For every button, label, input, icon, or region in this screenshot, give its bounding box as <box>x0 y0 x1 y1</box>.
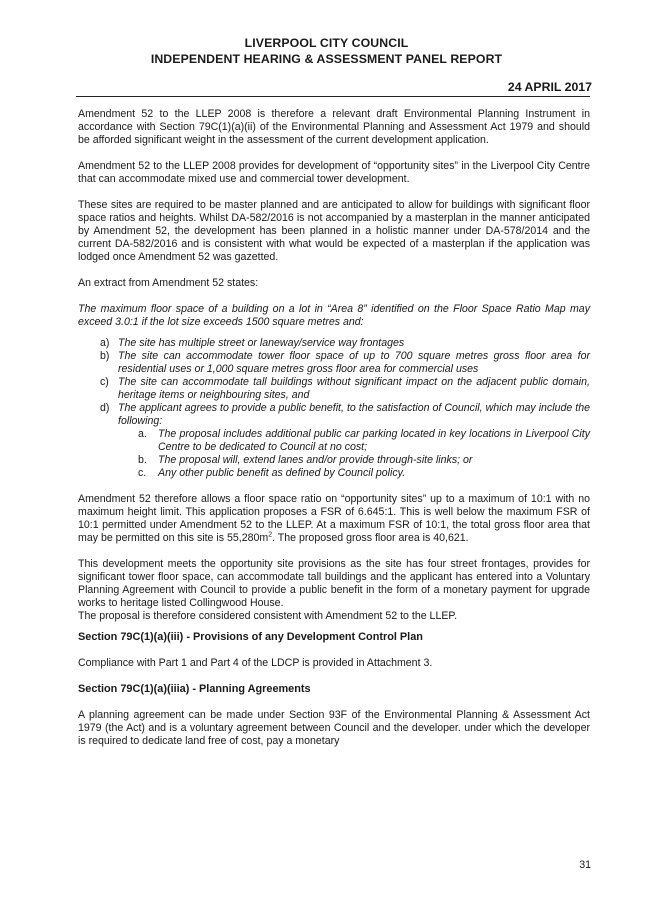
list-marker: a) <box>100 337 110 349</box>
report-body <box>78 108 590 748</box>
paragraph: This development meets the opportunity site provisions as the site has four street frontages, provides for significant tower floor space, can accommodate tall buildings and the applicant has entered into a Voluntary Planning Agreement with Council to provide a public benefit in the form of a monetary payment for upgrade works to heritage listed Collingwood House. <box>78 558 590 609</box>
sub-list-item <box>78 454 590 467</box>
report-date: 24 APRIL 2017 <box>507 80 592 94</box>
list-marker: c. <box>138 467 147 479</box>
paragraph <box>78 493 590 545</box>
list-item-text: The proposal includes additional public car parking located in key locations in Liverpool City Centre to be dedicated to Council at no cost; <box>158 428 590 453</box>
paragraph-text: . The proposed gross floor area is 40,621. <box>272 532 469 544</box>
list-marker: b. <box>138 454 147 466</box>
section-heading: Section 79C(1)(a)(iiia) - Planning Agreements <box>78 683 311 695</box>
list-item-text: The applicant agrees to provide a public benefit, to the satisfaction of Council, which may include the following: <box>118 402 590 427</box>
list-item-text: The proposal will, extend lanes and/or provide through-site links; or <box>158 454 473 466</box>
paragraph: Compliance with Part 1 and Part 4 of the LDCP is provided in Attachment 3. <box>78 657 433 669</box>
list-item-text: The site can accommodate tall buildings without significant impact on the adjacent public domain, heritage items or neighbouring sites, and <box>118 376 590 401</box>
paragraph: Amendment 52 to the LLEP 2008 is therefore a relevant draft Environmental Planning Instrument in accordance with Section 79C(1)(a)(ii) of the Environmental Planning and Assessment Act 1979 and should be afforded significant weight in the assessment of the current development application. <box>78 108 590 146</box>
list-marker: b) <box>100 350 110 362</box>
page-number: 31 <box>579 859 591 871</box>
report-title: INDEPENDENT HEARING & ASSESSMENT PANEL REPORT <box>150 52 503 66</box>
list-marker: d) <box>100 402 110 414</box>
paragraph: Amendment 52 to the LLEP 2008 provides for development of “opportunity sites” in the Liverpool City Centre that can accommodate mixed use and commercial tower development. <box>78 160 590 185</box>
header-rule <box>76 96 590 97</box>
section-heading: Section 79C(1)(a)(iii) - Provisions of any Development Control Plan <box>78 631 423 643</box>
list-item <box>78 402 590 428</box>
quoted-clause: The maximum floor space of a building on a lot in “Area 8” identified on the Floor Space Ratio Map may exceed 3.0:1 if the lot size exceeds 1500 square metres and: <box>78 303 590 328</box>
list-marker: a. <box>138 428 147 440</box>
paragraph: The proposal is therefore considered consistent with Amendment 52 to the LLEP. <box>78 610 458 622</box>
criteria-list <box>78 337 590 480</box>
paragraph-text: Amendment 52 therefore allows a floor space ratio on “opportunity sites” up to a maximum of 10:1 with no maximum height limit. This application proposes a FSR of 6.645:1. This is well below the maximum FSR of 10:1 permitted under Amendment 52 to the LLEP. At a maximum FSR of 10:1, the total gross floor area that may be permitted on this site is 55,280m <box>78 493 590 544</box>
list-item <box>78 376 590 402</box>
list-item-text: Any other public benefit as defined by Council policy. <box>158 467 406 479</box>
sub-list-item <box>78 467 590 480</box>
council-name: LIVERPOOL CITY COUNCIL <box>244 36 409 50</box>
sub-list-item <box>78 428 590 454</box>
paragraph: A planning agreement can be made under Section 93F of the Environmental Planning & Assessment Act 1979 (the Act) and is a voluntary agreement between Council and the developer. under which the developer is required to dedicate land free of cost, pay a monetary <box>78 709 590 747</box>
list-item-text: The site has multiple street or laneway/service way frontages <box>118 337 405 349</box>
superscript: 2 <box>268 531 273 539</box>
paragraph: These sites are required to be master planned and are anticipated to allow for buildings with significant floor space ratios and heights. Whilst DA-582/2016 is not accompanied by a masterplan in the manner anticipated by Amendment 52, the development has been planned in a holistic manner under DA-578/2014 and the current DA-582/2016 and is consistent with what would be expected of a masterplan if the application was lodged once Amendment 52 was gazetted. <box>78 199 590 263</box>
list-item-text: The site can accommodate tower floor space of up to 700 square metres gross floor area for residential uses or 1,000 square metres gross floor area for commercial uses <box>118 350 590 375</box>
paragraph: An extract from Amendment 52 states: <box>78 277 259 289</box>
list-item <box>78 337 590 350</box>
list-item <box>78 350 590 376</box>
list-marker: c) <box>100 376 109 388</box>
